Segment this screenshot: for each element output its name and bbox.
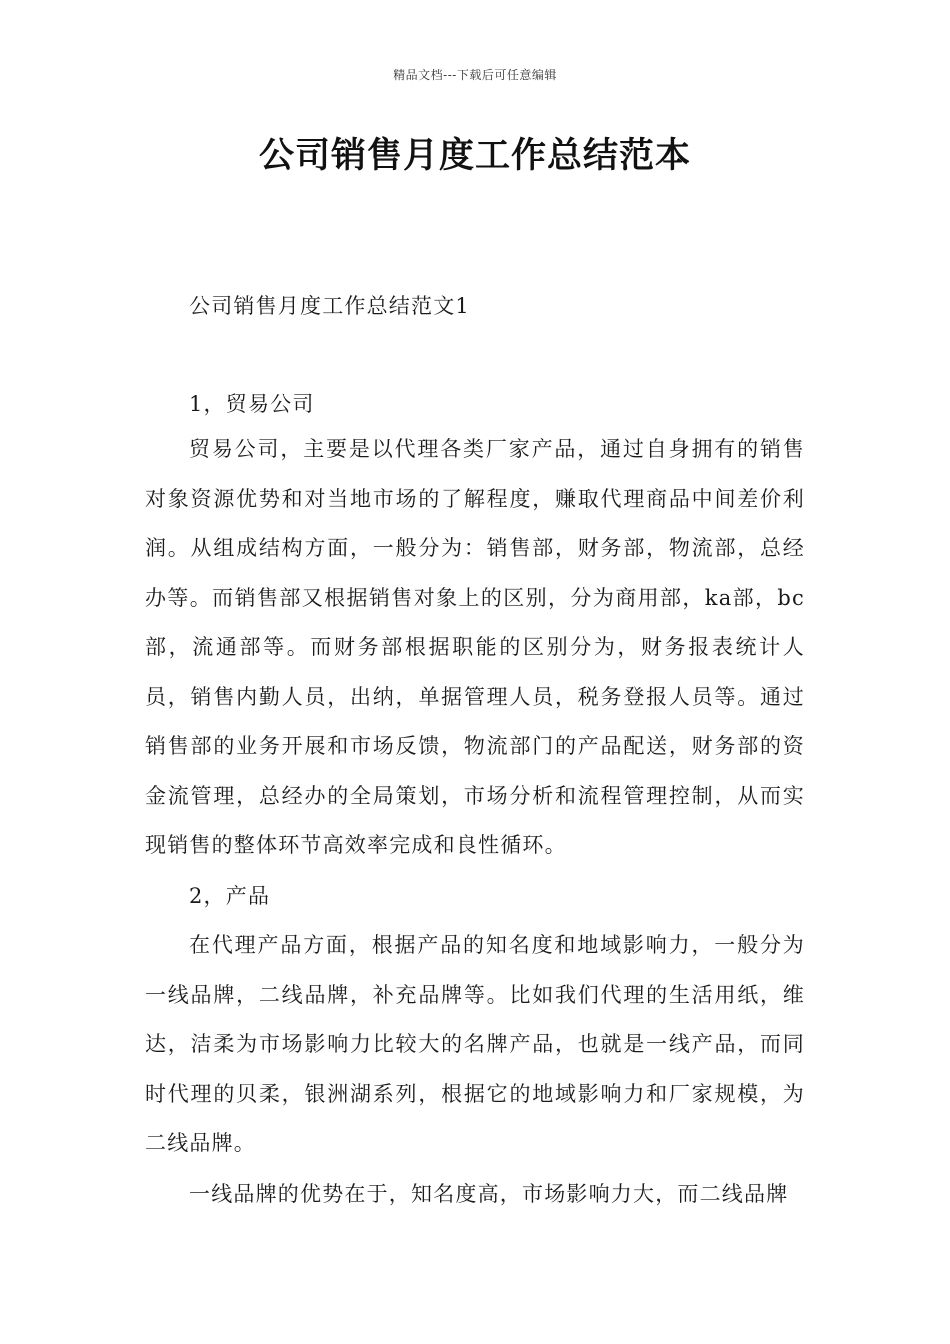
section-1-paragraph: 贸易公司，主要是以代理各类厂家产品，通过自身拥有的销售对象资源优势和对当地市场的了解程度，赚取代理商品中间差价利润。从组成结构方面，一般分为：销售部，财务部，物流部，总经办等。而销售部又根据销售对象上的区别，分为商用部，ka部，bc部，流通部等。而财务部根据职能的区别分为，财务报表统计人员，销售内勤人员，出纳，单据管理人员，税务登报人员等。通过销售部的业务开展和市场反馈，物流部门的产品配送，财务部的资金流管理，总经办的全局策划，市场分析和流程管理控制，从而实现销售的整体环节高效率完成和良性循环。 <box>145 437 805 857</box>
section-1-heading: 1，贸易公司 <box>189 392 315 416</box>
header-note: 精品文档---下载后可任意编辑 <box>393 68 557 82</box>
section-2-paragraph: 在代理产品方面，根据产品的知名度和地域影响力，一般分为一线品牌，二线品牌，补充品牌等。比如我们代理的生活用纸，维达，洁柔为市场影响力比较大的名牌产品，也就是一线产品，而同时代理的贝柔，银洲湖系列，根据它的地域影响力和厂家规模，为二线品牌。 <box>145 933 805 1155</box>
section-2-heading: 2，产品 <box>189 884 271 908</box>
document-title: 公司销售月度工作总结范本 <box>258 136 691 176</box>
subtitle: 公司销售月度工作总结范文1 <box>189 294 470 318</box>
trailing-paragraph: 一线品牌的优势在于，知名度高，市场影响力大，而二线品牌 <box>189 1182 789 1206</box>
